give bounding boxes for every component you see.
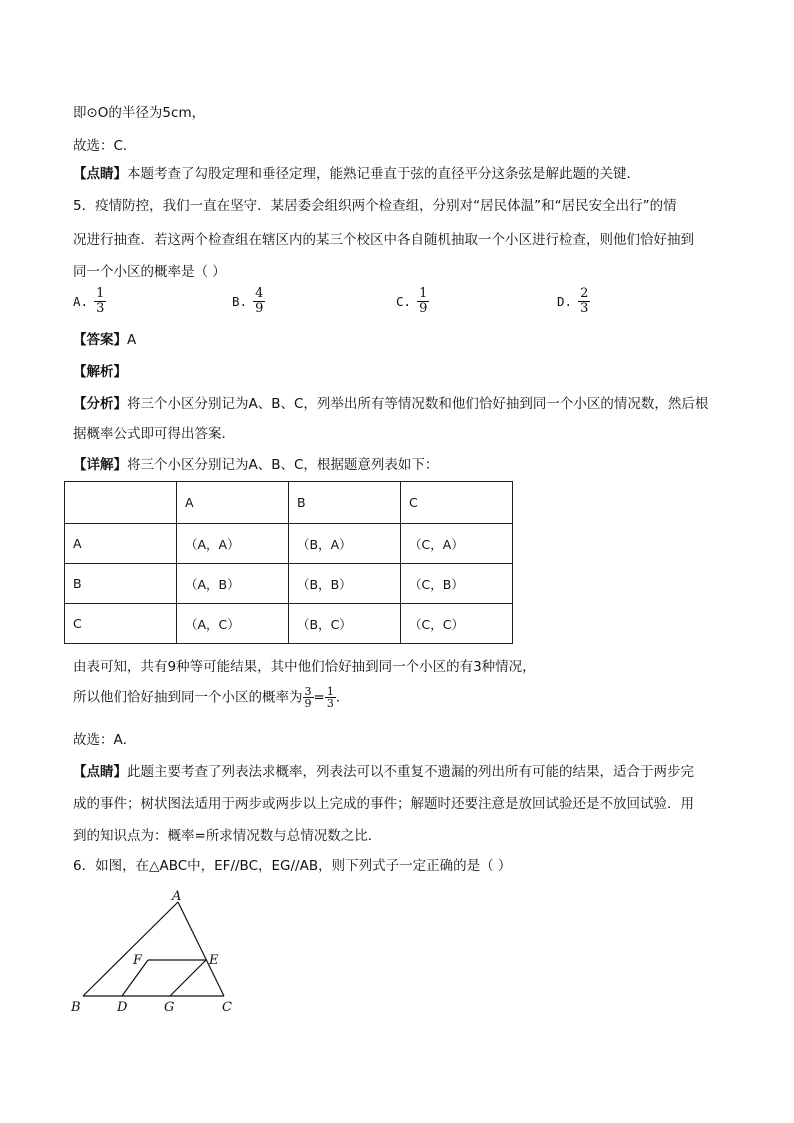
denominator: 3 bbox=[326, 697, 334, 710]
q5-line-2: 况进行抽查．若这两个检查组在辖区内的某三个校区中各自随机抽取一个小区进行检查，则他们恰好抽到 bbox=[73, 232, 694, 248]
option-c bbox=[396, 287, 429, 316]
label-e: E bbox=[209, 953, 219, 968]
prob-fraction-2 bbox=[325, 686, 336, 709]
label-g: G bbox=[164, 1000, 175, 1015]
table-cell: C bbox=[65, 604, 177, 644]
prob-fraction-1 bbox=[303, 686, 314, 709]
label-f: F bbox=[133, 953, 143, 968]
detail-text: 将三个小区分别记为A、B、C，根据题意列表如下： bbox=[127, 457, 439, 473]
numerator: 3 bbox=[304, 685, 312, 698]
table-cell: B bbox=[65, 564, 177, 604]
probability-line bbox=[73, 686, 349, 709]
table-cell: （A，C） bbox=[177, 604, 289, 644]
prob-equals: = bbox=[313, 689, 325, 706]
fenxi-line-2: 据概率公式即可得出答案． bbox=[73, 426, 235, 442]
numerator: 1 bbox=[326, 685, 334, 698]
table-cell: A bbox=[177, 482, 289, 524]
comment-text: 本题考查了勾股定理和垂径定理，能熟记垂直于弦的直径平分这条弦是解此题的关键． bbox=[127, 166, 640, 182]
option-d bbox=[557, 287, 590, 316]
label-c: C bbox=[222, 1000, 232, 1015]
result-line: 由表可知，共有9种等可能结果，其中他们恰好抽到同一个小区的有3种情况， bbox=[73, 659, 536, 675]
option-label: B. bbox=[232, 294, 248, 309]
comment2-line-2: 成的事件；树状图法适用于两步或两步以上完成的事件；解题时还要注意是放回试验还是不放回试验．用 bbox=[73, 796, 694, 812]
fenxi-tag: 【分析】 bbox=[73, 396, 127, 412]
answer-line bbox=[73, 330, 136, 350]
fenxi-text: 将三个小区分别记为A、B、C，列举出所有等情况数和他们恰好抽到同一个小区的情况数，然后根 bbox=[127, 396, 709, 412]
option-fraction bbox=[253, 287, 265, 316]
numerator: 1 bbox=[96, 286, 105, 301]
table-cell: （B，C） bbox=[289, 604, 401, 644]
table-cell: （A，A） bbox=[177, 524, 289, 564]
denominator: 9 bbox=[255, 301, 264, 316]
numerator: 4 bbox=[255, 286, 264, 301]
denominator: 3 bbox=[580, 301, 589, 316]
side-ab bbox=[83, 902, 178, 996]
label-a: A bbox=[172, 889, 182, 904]
table-cell: （C，C） bbox=[401, 604, 513, 644]
denominator: 9 bbox=[304, 697, 312, 710]
answer-tag: 【答案】 bbox=[73, 332, 127, 348]
table-row bbox=[65, 604, 513, 644]
option-fraction bbox=[94, 287, 106, 316]
numerator: 2 bbox=[580, 286, 589, 301]
label-b: B bbox=[71, 1000, 81, 1015]
table-cell: B bbox=[289, 482, 401, 524]
comment2-line-1 bbox=[73, 762, 694, 782]
detail-line bbox=[73, 455, 438, 475]
option-fraction bbox=[578, 287, 590, 316]
q5-line-3: 同一个小区的概率是（ ） bbox=[73, 264, 226, 280]
option-a bbox=[73, 287, 106, 316]
table-row bbox=[65, 564, 513, 604]
table-cell: （B，B） bbox=[289, 564, 401, 604]
q6-line-1: 6．如图，在△ABC中，EF//BC，EG//AB，则下列式子一定正确的是（ ） bbox=[73, 858, 512, 874]
table-cell: C bbox=[401, 482, 513, 524]
detail-tag: 【详解】 bbox=[73, 457, 127, 473]
table-row bbox=[65, 524, 513, 564]
outcome-table bbox=[64, 481, 513, 644]
table-cell: A bbox=[65, 524, 177, 564]
segment-eg bbox=[170, 960, 206, 996]
comment2-text: 此题主要考查了列表法求概率，列表法可以不重复不遗漏的列出所有可能的结果，适合于两步完 bbox=[127, 764, 694, 780]
numerator: 1 bbox=[419, 286, 428, 301]
choice-a-line: 故选：A． bbox=[73, 732, 137, 748]
fenxi-line-1 bbox=[73, 394, 708, 414]
table-cell: （C，A） bbox=[401, 524, 513, 564]
option-label: C. bbox=[396, 294, 412, 309]
comment-tag: 【点睛】 bbox=[73, 166, 127, 182]
denominator: 3 bbox=[96, 301, 105, 316]
table-cell: （A，B） bbox=[177, 564, 289, 604]
comment-line bbox=[73, 164, 640, 184]
comment2-tag: 【点睛】 bbox=[73, 764, 127, 780]
analysis-line: 【解析】 bbox=[73, 364, 127, 380]
table-cell: （C，B） bbox=[401, 564, 513, 604]
answer-value: A bbox=[127, 332, 137, 348]
table-cell: （B，A） bbox=[289, 524, 401, 564]
comment2-line-3: 到的知识点为：概率=所求情况数与总情况数之比． bbox=[73, 828, 382, 844]
label-d: D bbox=[117, 1000, 128, 1015]
option-fraction bbox=[417, 287, 429, 316]
option-label: A. bbox=[73, 294, 89, 309]
table-header-row bbox=[65, 482, 513, 524]
q5-line-1: 5．疫情防控，我们一直在坚守．某居委会组织两个检查组，分别对“居民体温”和“居民安全出行”的情 bbox=[73, 198, 677, 214]
prob-end: ． bbox=[335, 689, 350, 706]
option-b bbox=[232, 287, 265, 316]
option-label: D. bbox=[557, 294, 573, 309]
table-cell bbox=[65, 482, 177, 524]
choice-line: 故选：C． bbox=[73, 138, 137, 154]
triangle-figure bbox=[66, 887, 246, 1017]
prob-prefix: 所以他们恰好抽到同一个小区的概率为 bbox=[73, 689, 303, 706]
radius-line: 即⊙O的半径为5cm， bbox=[73, 105, 206, 121]
denominator: 9 bbox=[419, 301, 428, 316]
